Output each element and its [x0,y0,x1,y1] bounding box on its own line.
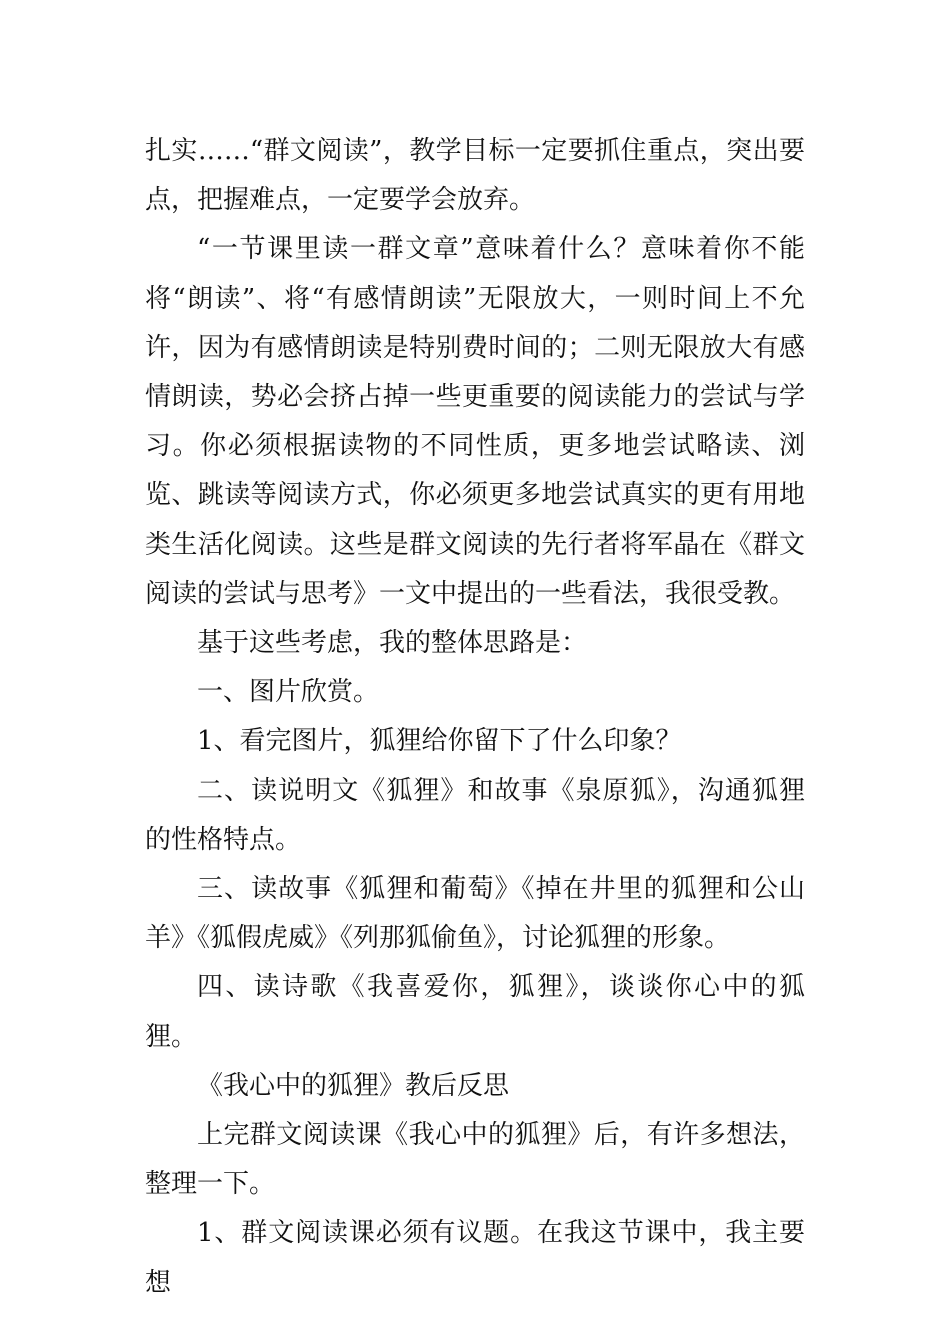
paragraph-2: “一节课里读一群文章”意味着什么？意味着你不能将“朗读”、将“有感情朗读”无限放大，一则时间上不允许，因为有感情朗读是特别费时间的；二则无限放大有感情朗读，势必会挤占掉一些更重要的阅读能力的尝试与学习。你必须根据读物的不同性质，更多地尝试略读、浏览、跳读等阅读方式，你必须更多地尝试真实的更有用地类生活化阅读。这些是群文阅读的先行者将军晶在《群文阅读的尝试与思考》一文中提出的一些看法，我很受教。 [145,234,805,609]
paragraph-8: 四、读诗歌《我喜爱你，狐狸》，谈谈你心中的狐狸。 [145,972,805,1052]
paragraph-4: 一、图片欣赏。 [197,677,380,708]
document-body [145,127,805,1308]
paragraph-7: 三、读故事《狐狸和葡萄》《掉在井里的狐狸和公山羊》《狐假虎威》《列那狐偷鱼》，讨论狐狸的形象。 [145,874,805,954]
paragraph-6: 二、读说明文《狐狸》和故事《泉原狐》，沟通狐狸的性格特点。 [145,775,805,855]
paragraph-5: 1、看完图片，狐狸给你留下了什么印象？ [197,726,682,757]
paragraph-11: 1、群文阅读课必须有议题。在我这节课中，我主要想 [145,1218,805,1298]
section-title: 《我心中的狐狸》教后反思 [197,1070,510,1101]
paragraph-1: 扎实……“群文阅读”，教学目标一定要抓住重点，突出要点，把握难点，一定要学会放弃。 [145,136,805,216]
paragraph-3: 基于这些考虑，我的整体思路是： [197,628,588,659]
paragraph-10: 上完群文阅读课《我心中的狐狸》后，有许多想法，整理一下。 [145,1120,805,1200]
